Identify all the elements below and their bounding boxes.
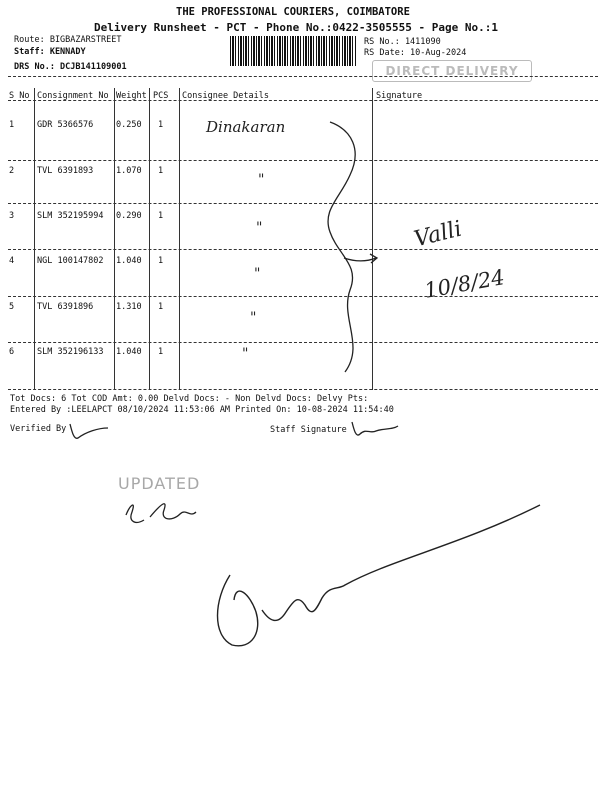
- row-pcs: 1: [158, 211, 164, 221]
- row-weight: 0.250: [116, 120, 142, 130]
- col-header-consignment: Consignment No: [37, 91, 109, 101]
- row-weight: 1.310: [116, 302, 142, 312]
- entered-by-line: Entered By :LEELAPCT 08/10/2024 11:53:06 AM Printed On: 10-08-2024 11:54:40: [10, 405, 394, 415]
- row-consignment: TVL 6391893: [37, 166, 94, 176]
- small-signature-stroke: [126, 504, 196, 523]
- row-consignment: NGL 100147802: [37, 256, 104, 266]
- row-sno: 1: [9, 120, 15, 130]
- bracket-stroke: [328, 122, 355, 372]
- row-pcs: 1: [158, 302, 164, 312]
- row-sno: 3: [9, 211, 15, 221]
- verified-signature-stroke: [70, 424, 108, 438]
- row-weight: 1.070: [116, 166, 142, 176]
- col-header-weight: Weight: [116, 91, 147, 101]
- verified-by-label: Verified By: [10, 424, 67, 434]
- row-pcs: 1: [158, 347, 164, 357]
- row-consignment: GDR 5366576: [37, 120, 94, 130]
- big-signature-stroke: [218, 505, 541, 646]
- arrow-stroke: [344, 254, 377, 263]
- handwritten-receiver-date: 10/8/24: [422, 265, 507, 303]
- runsheet-subtitle: Delivery Runsheet - PCT - Phone No.:0422-3505555 - Page No.:1: [94, 21, 498, 34]
- handwritten-consignee-name: Dinakaran: [206, 118, 286, 136]
- ditto-mark: ": [250, 310, 257, 326]
- direct-delivery-stamp: DIRECT DELIVERY: [372, 60, 532, 82]
- row-sno: 2: [9, 166, 15, 176]
- row-pcs: 1: [158, 120, 164, 130]
- ditto-mark: ": [256, 220, 263, 236]
- row-sno: 6: [9, 347, 15, 357]
- row-pcs: 1: [158, 166, 164, 176]
- ditto-mark: ": [258, 172, 265, 188]
- drs-number: DRS No.: DCJB141109001: [14, 62, 127, 72]
- row-weight: 0.290: [116, 211, 142, 221]
- handwritten-receiver-name: Valli: [411, 216, 465, 253]
- col-header-consignee: Consignee Details: [182, 91, 269, 101]
- row-weight: 1.040: [116, 347, 142, 357]
- row-sno: 5: [9, 302, 15, 312]
- staff-signature-label: Staff Signature: [270, 425, 347, 435]
- ditto-mark: ": [254, 266, 261, 282]
- updated-stamp: UPDATED: [118, 474, 201, 493]
- rs-number: RS No.: 1411090: [364, 37, 441, 47]
- col-header-sno: S No: [9, 91, 30, 101]
- row-pcs: 1: [158, 256, 164, 266]
- ditto-mark: ": [242, 346, 249, 362]
- row-consignment: TVL 6391896: [37, 302, 94, 312]
- row-sno: 4: [9, 256, 15, 266]
- rs-date: RS Date: 10-Aug-2024: [364, 48, 467, 58]
- staff-label: Staff: KENNADY: [14, 47, 86, 57]
- totals-line: Tot Docs: 6 Tot COD Amt: 0.00 Delvd Docs: - Non Delvd Docs: Delvy Pts:: [10, 394, 369, 404]
- company-title: THE PROFESSIONAL COURIERS, COIMBATORE: [176, 6, 410, 18]
- row-consignment: SLM 352196133: [37, 347, 104, 357]
- col-header-signature: Signature: [376, 91, 423, 101]
- staff-signature-stroke: [352, 422, 398, 435]
- row-consignment: SLM 352195994: [37, 211, 104, 221]
- route-label: Route: BIGBAZARSTREET: [14, 35, 122, 45]
- row-weight: 1.040: [116, 256, 142, 266]
- col-header-pcs: PCS: [153, 91, 169, 101]
